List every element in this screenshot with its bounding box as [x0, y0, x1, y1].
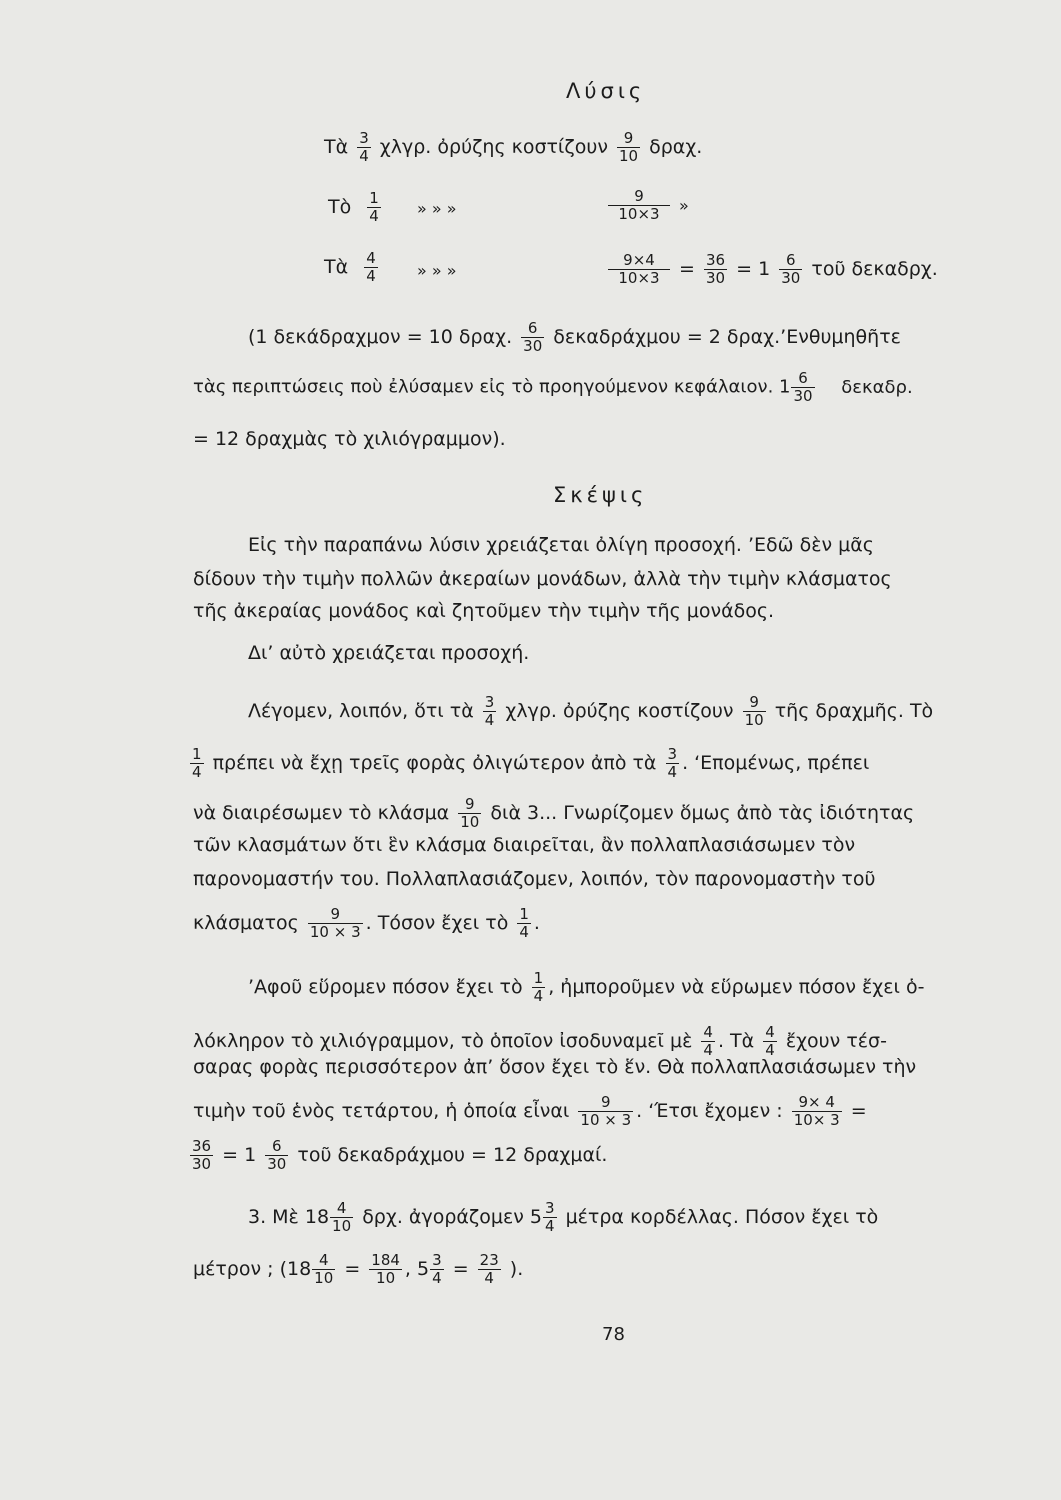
fraction: $\frac{4}{4}$ — [703, 1023, 713, 1059]
fraction: $\frac{4}{10}$ — [332, 1199, 352, 1235]
calc-line-2-value: $\frac{9}{10\times 3}$ » — [605, 188, 689, 223]
thought-heading: Σκέψις — [553, 483, 648, 507]
fraction: $\frac{6}{30}$ — [781, 251, 801, 287]
fraction: $\frac{23}{4}$ — [479, 1251, 499, 1287]
text-line: $\frac{1}{4}$ πρέπει νὰ ἔχῃ τρεῖς φορὰς ὀλιγώτερον ἀπὸ τὰ $\frac{3}{4}$ . ‘Επομένως, πρέπει — [192, 745, 870, 781]
fraction: $\frac{9}{10}$ — [460, 795, 480, 831]
text-line: ’Αφοῦ εὕρομεν πόσον ἔχει τὸ $\frac{1}{4}$ , ἠμποροῦμεν νὰ εὕρωμεν πόσον ἔχει ὁ- — [248, 969, 925, 1005]
text-line: τῶν κλασμάτων ὅτι ἓν κλάσμα διαιρεῖται, ἂν πολλαπλασιάσωμεν τὸν — [193, 834, 856, 856]
fraction: $\frac{6}{30}$ — [793, 369, 813, 405]
text-line: λόκληρον τὸ χιλιόγραμμον, τὸ ὁποῖον ἰσοδυναμεῖ μὲ $\frac{4}{4}$ . Τὰ $\frac{4}{4}$ ἔχουν τέσ- — [193, 1023, 887, 1059]
fraction: $\frac{1}{4}$ — [533, 969, 544, 1005]
fraction: $\frac{6}{30}$ — [267, 1137, 287, 1173]
ditto-marks: » » » — [417, 261, 457, 280]
fraction: $\frac{3}{4}$ — [544, 1199, 555, 1235]
calc-line-1: Τὰ $\frac{3}{4}$ χλγρ. ὀρύζης κοστίζουν $\frac{9}{10}$ δραχ. — [324, 129, 703, 165]
fraction: $\frac{9\times 4}{10\times 3}$ — [793, 1093, 840, 1129]
note-line-3: = 12 δραχμὰς τὸ χιλιόγραμμον). — [193, 428, 506, 450]
fraction: $\frac{36}{30}$ — [192, 1137, 212, 1173]
fraction: $\frac{1}{4}$ — [519, 905, 529, 941]
fraction: $\frac{4}{10}$ — [314, 1251, 334, 1287]
fraction: $\frac{4}{4}$ — [366, 249, 376, 285]
fraction: $\frac{9\times 4}{10\times 3}$ — [608, 252, 670, 287]
fraction: $\frac{9}{10\times 3}$ — [608, 188, 670, 223]
text-line: Λέγομεν, λοιπόν, ὅτι τὰ $\frac{3}{4}$ χλγρ. ὀρύζης κοστίζουν $\frac{9}{10}$ τῆς δραχμῆς. Τὸ — [248, 693, 934, 729]
text-line: σαρας φορὰς περισσότερον ἀπ’ ὅσον ἔχει τὸ ἕν. Θὰ πολλαπλασιάσωμεν τὴν — [193, 1056, 917, 1078]
fraction: $\frac{1}{4}$ — [192, 745, 202, 781]
fraction: $\frac{6}{30}$ — [523, 319, 543, 355]
fraction: $\frac{184}{10}$ — [371, 1251, 400, 1287]
text-line: νὰ διαιρέσωμεν τὸ κλάσμα $\frac{9}{10}$ διὰ 3... Γνωρίζομεν ὅμως ἀπὸ τὰς ἰδιότητας — [193, 795, 915, 831]
fraction: $\frac{36}{30}$ — [706, 251, 726, 287]
fraction: $\frac{9}{10}$ — [744, 693, 764, 729]
text-line: Δι’ αὐτὸ χρειάζεται προσοχή. — [248, 642, 530, 664]
fraction: $\frac{1}{4}$ — [369, 189, 379, 225]
note-line-2: τὰς περιπτώσεις ποὺ ἐλύσαμεν εἰς τὸ προηγούμενον κεφάλαιον. 1 $\frac{6}{30}$ δεκαδρ. — [193, 369, 913, 405]
fraction: $\frac{3}{4}$ — [432, 1251, 442, 1287]
text-line: δίδουν τὴν τιμὴν πολλῶν ἀκεραίων μονάδων, ἀλλὰ τὴν τιμὴν κλάσματος — [193, 568, 892, 590]
text-line: 3. Μὲ 18 $\frac{4}{10}$ δρχ. ἀγοράζομεν 5 $\frac{3}{4}$ μέτρα κορδέλλας. Πόσον ἔχει τὸ — [248, 1199, 879, 1235]
calc-line-3: Τὰ $\frac{4}{4}$ — [324, 249, 376, 285]
fraction: $\frac{3}{4}$ — [359, 129, 369, 165]
fraction: $\frac{4}{4}$ — [765, 1023, 775, 1059]
page-number: 78 — [602, 1324, 625, 1345]
text-line: $\frac{36}{30}$ = 1 $\frac{6}{30}$ τοῦ δεκαδράχμου = 12 δραχμαί. — [192, 1137, 608, 1173]
fraction: $\frac{9}{10 \times 3}$ — [309, 905, 361, 941]
text-line: παρονομαστήν του. Πολλαπλασιάζομεν, λοιπόν, τὸν παρονομαστὴν τοῦ — [193, 868, 876, 890]
calc-line-2: Τὸ $\frac{1}{4}$ — [328, 189, 379, 225]
note-line-1: (1 δεκάδραχμον = 10 δραχ. $\frac{6}{30}$ δεκαδράχμου = 2 δραχ.’Ενθυμηθῆτε — [248, 319, 901, 355]
solution-heading: Λύσις — [566, 79, 646, 103]
calc-line-3-value: $\frac{9\times 4}{10\times 3}$ = $\frac{36}{30}$ = 1 $\frac{6}{30}$ τοῦ δεκαδρχ. — [605, 252, 938, 287]
text-line: Εἰς τὴν παραπάνω λύσιν χρειάζεται ὀλίγη προσοχή. ’Εδῶ δὲν μᾶς — [248, 534, 874, 556]
fraction: $\frac{3}{4}$ — [484, 693, 495, 729]
fraction: $\frac{9}{10 \times 3}$ — [580, 1093, 632, 1129]
text-line: τῆς ἀκεραίας μονάδος καὶ ζητοῦμεν τὴν τιμὴν τῆς μονάδος. — [193, 600, 775, 622]
ditto-marks: » » » — [417, 199, 457, 218]
text-line: μέτρον ; (18 $\frac{4}{10}$ = $\frac{184}{10}$ , 5 $\frac{3}{4}$ = $\frac{23}{4}$ ). — [193, 1251, 524, 1287]
fraction: $\frac{3}{4}$ — [667, 745, 678, 781]
text-line: κλάσματος $\frac{9}{10 \times 3}$ . Τόσον ἔχει τὸ $\frac{1}{4}$ . — [193, 905, 540, 941]
text-line: τιμὴν τοῦ ἑνὸς τετάρτου, ἡ ὁποία εἶναι $\frac{9}{10 \times 3}$ . ‘Έτσι ἔχομεν : $\frac{9\times 4}{10\times 3}$ = — [193, 1093, 867, 1129]
fraction: $\frac{9}{10}$ — [618, 129, 639, 165]
